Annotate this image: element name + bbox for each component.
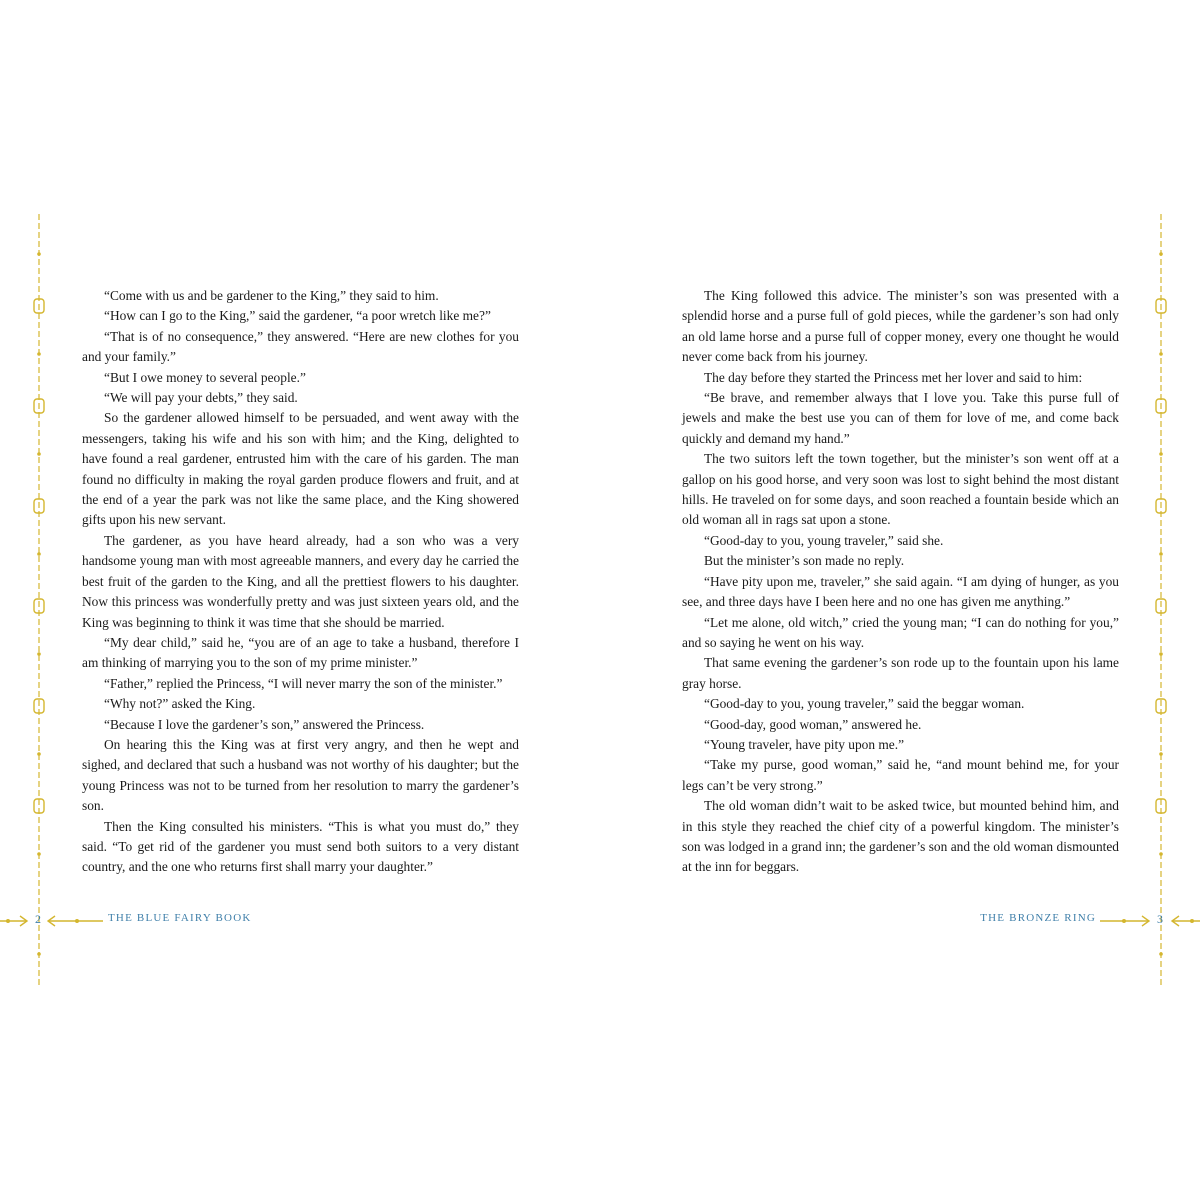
paragraph: “Take my purse, good woman,” said he, “and mount behind me, for your legs can’t be very strong.” [682, 757, 1119, 793]
paragraph: “Have pity upon me, traveler,” she said again. “I am dying of hunger, as you see, and three days have I been here and no one has given me anything.” [682, 573, 1119, 610]
paragraph: “Good-day to you, young traveler,” said the beggar woman. [704, 696, 1025, 712]
paragraph: The King followed this advice. The minister’s son was presented with a splendid horse and a purse full of gold pieces, while the gardener’s son had only an old lame horse and a purse full of copper money, every one thought he would never come back from his journey. [682, 288, 1119, 365]
paragraph: “Come with us and be gardener to the King,” they said to him. [104, 288, 439, 303]
gold-vine-border-left [31, 214, 47, 986]
paragraph: “That is of no consequence,” they answered. “Here are new clothes for you and your family.” [82, 328, 519, 365]
paragraph: So the gardener allowed himself to be persuaded, and went away with the messengers, taking his wife and his son with him; and the King, delighted to have found a real gardener, entrusted him with the care of his garden. The man found no difficulty in making the royal garden produce flowers and fruit, and at the end of a year the park was not like the same place, and the King showered gifts upon his new servant. [82, 410, 519, 528]
gold-arrow-ornament-icon [47, 910, 105, 932]
gold-arrow-ornament-icon [1170, 910, 1200, 932]
running-title: THE BRONZE RING [980, 912, 1096, 924]
paragraph: “My dear child,” said he, “you are of an age to take a husband, therefore I am thinking of marrying you to the son of my prime minister.” [82, 634, 519, 671]
gold-arrow-ornament-icon [1100, 910, 1152, 932]
left-page-body-text [82, 286, 519, 878]
paragraph: The two suitors left the town together, but the minister’s son went off at a gallop on his good horse, and very soon was lost to sight behind the most distant hills. He traveled on for some days, and soon reached a fountain beside which an old woman all in rags sat upon a stone. [682, 451, 1119, 528]
paragraph: “Let me alone, old witch,” cried the young man; “I can do nothing for you,” and so saying he went on his way. [682, 614, 1119, 650]
paragraph: “Because I love the gardener’s son,” answered the Princess. [104, 716, 425, 732]
paragraph: The day before they started the Princess met her lover and said to him: [704, 369, 1083, 385]
paragraph: “Why not?” asked the King. [104, 696, 256, 712]
page-number: 2 [35, 912, 41, 926]
paragraph: “We will pay your debts,” they said. [104, 390, 298, 406]
paragraph: “But I owe money to several people.” [104, 369, 306, 385]
page-number: 3 [1157, 912, 1163, 926]
paragraph: But the minister’s son made no reply. [704, 553, 905, 569]
paragraph: “Be brave, and remember always that I love you. Take this purse full of jewels and make the best use you can of them for love of me, and come back quickly and demand my hand.” [682, 390, 1119, 446]
paragraph: That same evening the gardener’s son rode up to the fountain upon his lame gray horse. [682, 655, 1119, 691]
running-title: THE BLUE FAIRY BOOK [108, 912, 252, 924]
right-page-body-text [682, 286, 1119, 878]
gold-arrow-ornament-icon [0, 910, 30, 932]
paragraph: The old woman didn’t wait to be asked twice, but mounted behind him, and in this style they reached the chief city of a powerful kingdom. The minister’s son was lodged in a grand inn; the gardener’s son and the old woman dismounted at the inn for beggars. [682, 798, 1119, 875]
paragraph: Then the King consulted his ministers. “This is what you must do,” they said. “To get rid of the gardener you must send both suitors to a very distant country, and the one who returns first shall marry your daughter.” [82, 818, 519, 875]
right-page [600, 0, 1200, 1200]
gold-vine-border-right [1153, 214, 1169, 986]
paragraph: On hearing this the King was at first very angry, and then he wept and sighed, and declared that such a husband was not worthy of his daughter; but the young Princess was not to be turned from her resolution to marry the gardener’s son. [82, 736, 519, 814]
paragraph: “How can I go to the King,” said the gardener, “a poor wretch like me?” [104, 308, 491, 324]
paragraph: “Good-day, good woman,” answered he. [704, 716, 922, 732]
paragraph: “Good-day to you, young traveler,” said she. [704, 532, 944, 548]
paragraph: “Young traveler, have pity upon me.” [704, 736, 905, 752]
paragraph: “Father,” replied the Princess, “I will never marry the son of the minister.” [104, 675, 503, 691]
paragraph: The gardener, as you have heard already, had a son who was a very handsome young man with most agreeable manners, and every day he carried the best fruit of the garden to the King, and all the prettiest flowers to his daughter. Now this princess was wonderfully pretty and was just sixteen years old, and the King was beginning to think it was time that she should be married. [82, 532, 519, 630]
